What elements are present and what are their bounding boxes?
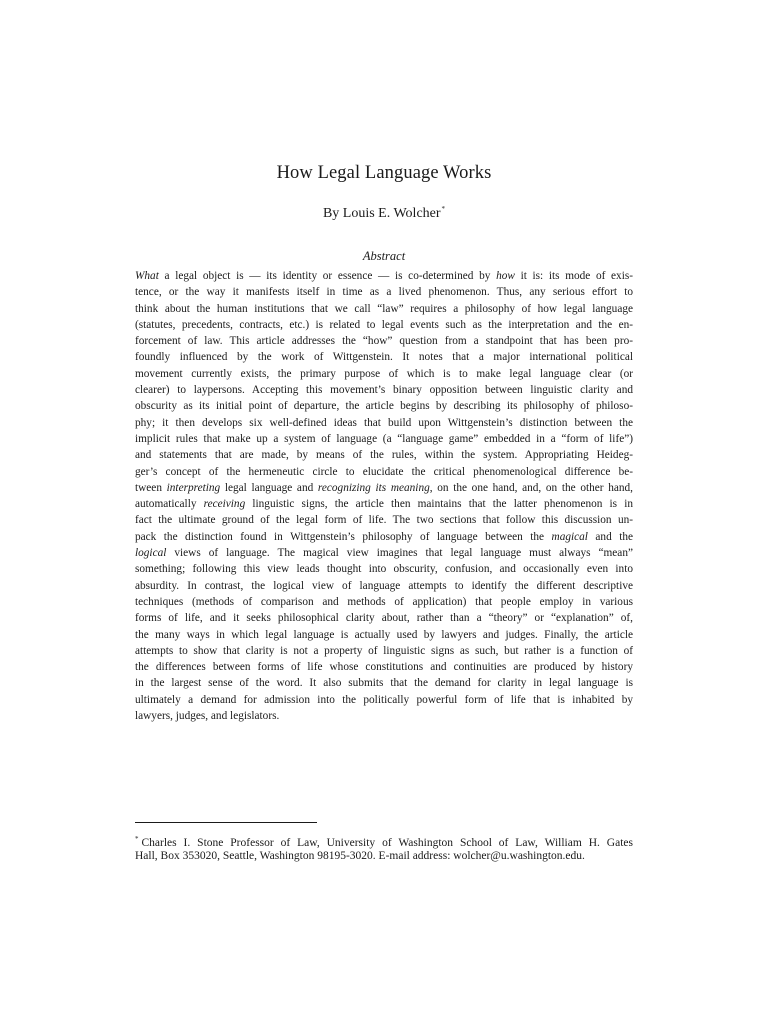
abstract-text: ultimately a demand for admission into the politically powerful form of life that is inhabited by	[135, 693, 633, 706]
abstract-text: absurdity. In contrast, the logical view of language attempts to identify the different descriptive	[135, 579, 633, 592]
abstract-emphasis: how	[496, 270, 515, 282]
abstract-text: foundly influenced by the work of Wittgenstein. It notes that a major international political	[135, 351, 633, 364]
abstract-line	[135, 578, 633, 594]
abstract-line	[135, 301, 633, 317]
abstract-line	[135, 284, 633, 300]
abstract-emphasis: receiving	[203, 498, 246, 511]
abstract-text: it is: its mode of exis-	[514, 270, 633, 282]
author-name: By Louis E. Wolcher	[322, 206, 441, 221]
byline	[0, 205, 768, 222]
abstract-text: a legal object is — its identity or essence — is co-determined by	[158, 270, 497, 282]
abstract-text: techniques (methods of comparison and methods of application) that people employ in various	[135, 595, 633, 608]
abstract-line	[135, 398, 633, 414]
abstract-line	[135, 692, 633, 708]
footnote-text: Charles I. Stone Professor of Law, University of Washington School of Law, William H. Gates	[141, 837, 633, 849]
abstract-line	[135, 561, 633, 577]
abstract-text: clearer) to laypersons. Accepting this movement’s binary opposition between linguistic clarity and	[135, 384, 633, 397]
abstract-text: , on the one hand, and, on the other hand,	[429, 481, 633, 494]
abstract-emphasis: magical	[551, 530, 588, 543]
abstract-line	[135, 675, 633, 691]
abstract-text: automatically	[135, 498, 204, 511]
abstract-line	[135, 708, 633, 724]
abstract-line	[135, 447, 633, 463]
abstract-text: pack the distinction found in Wittgenstein’s philosophy of language between the	[135, 530, 552, 543]
abstract-text: tence, or the way it manifests itself in time as a lived phenomenon. Thus, any serious effort to	[135, 286, 633, 299]
abstract-text: the many ways in which legal language is actually used by lawyers and judges. Finally, the article	[135, 628, 633, 641]
abstract-text: and the	[587, 530, 633, 543]
abstract-line	[135, 659, 633, 675]
abstract-line	[135, 627, 633, 643]
abstract-line	[135, 529, 633, 545]
footnote-mark: *	[135, 835, 139, 843]
abstract-text: the differences between forms of life whose constitutions and continuities are produced by history	[135, 661, 633, 674]
abstract-line	[135, 431, 633, 447]
abstract-heading: Abstract	[362, 249, 406, 263]
abstract-text: phy; it then develops six well-defined ideas that build upon Wittgenstein’s distinction between the	[135, 416, 633, 429]
abstract-line	[135, 480, 633, 496]
abstract-line	[135, 366, 633, 382]
footnote	[135, 831, 633, 865]
abstract-text: lawyers, judges, and legislators.	[135, 710, 280, 723]
abstract-text: legal language and	[220, 481, 318, 494]
abstract-line	[135, 512, 633, 528]
footnote-marker: *	[441, 205, 446, 213]
abstract-text: forms of life, and it seeks philosophical clarity about, rather than a “theory” or “explanation” of,	[135, 612, 633, 625]
abstract-line	[135, 610, 633, 626]
abstract-text: linguistic signs, the article then maintains that the latter phenomenon is in	[245, 498, 633, 511]
abstract-text: attempts to show that clarity is not a property of linguistic signs as such, but rather is a function of	[135, 644, 633, 657]
abstract-text: movement currently exists, the primary purpose of which is to make legal language clear (or	[135, 367, 633, 380]
abstract-line	[135, 643, 633, 659]
abstract-text: something; following this view leads thought into obscurity, confusion, and occasionally even into	[135, 563, 633, 576]
abstract-line	[135, 464, 633, 480]
abstract-text: ger’s concept of the hermeneutic circle to elucidate the critical phenomenological difference be-	[135, 465, 633, 478]
abstract-line	[135, 317, 633, 333]
abstract-text: implicit rules that make up a system of language (a “language game” embedded in a “form of life”)	[135, 432, 633, 445]
abstract-emphasis: interpreting	[166, 481, 221, 494]
abstract-text: tween	[135, 481, 167, 494]
abstract-text: (statutes, precedents, contracts, etc.) is related to legal events such as the interpretation and the en-	[135, 318, 633, 331]
abstract-text: obscurity as its initial point of departure, the article begins by describing its philosophy of philoso-	[135, 400, 633, 413]
abstract-text: in the largest sense of the word. It also submits that the demand for clarity in legal language is	[135, 677, 633, 690]
abstract-body	[135, 268, 633, 724]
abstract-text: think about the human institutions that we call “law” requires a philosophy of how legal language	[135, 302, 633, 315]
abstract-line	[135, 496, 633, 512]
footnote-line: Hall, Box 353020, Seattle, Washington 98195-3020. E-mail address: wolcher@u.washington.edu.	[135, 850, 585, 862]
abstract-line	[135, 349, 633, 365]
footnote-rule	[135, 822, 317, 823]
abstract-line	[135, 268, 633, 284]
abstract-line	[135, 415, 633, 431]
abstract-line	[135, 382, 633, 398]
abstract-line	[135, 545, 633, 561]
abstract-line	[135, 594, 633, 610]
abstract-line	[135, 333, 633, 349]
abstract-emphasis: recognizing its meaning	[317, 481, 430, 494]
abstract-text: and statements that are made, by means of the rules, within the system. Appropriating Heideg-	[135, 449, 633, 462]
paper-title: How Legal Language Works	[276, 163, 492, 183]
abstract-emphasis: logical	[135, 547, 167, 560]
footnote-line	[135, 831, 633, 848]
abstract-text: forcement of law. This article addresses the “how” question from a standpoint that has been pro-	[135, 335, 633, 348]
abstract-emphasis: What	[135, 270, 159, 282]
abstract-text: views of language. The magical view imagines that legal language must always “mean”	[166, 547, 633, 560]
abstract-text: fact the ultimate ground of the legal form of life. The two sections that follow this discussion un-	[135, 514, 633, 527]
